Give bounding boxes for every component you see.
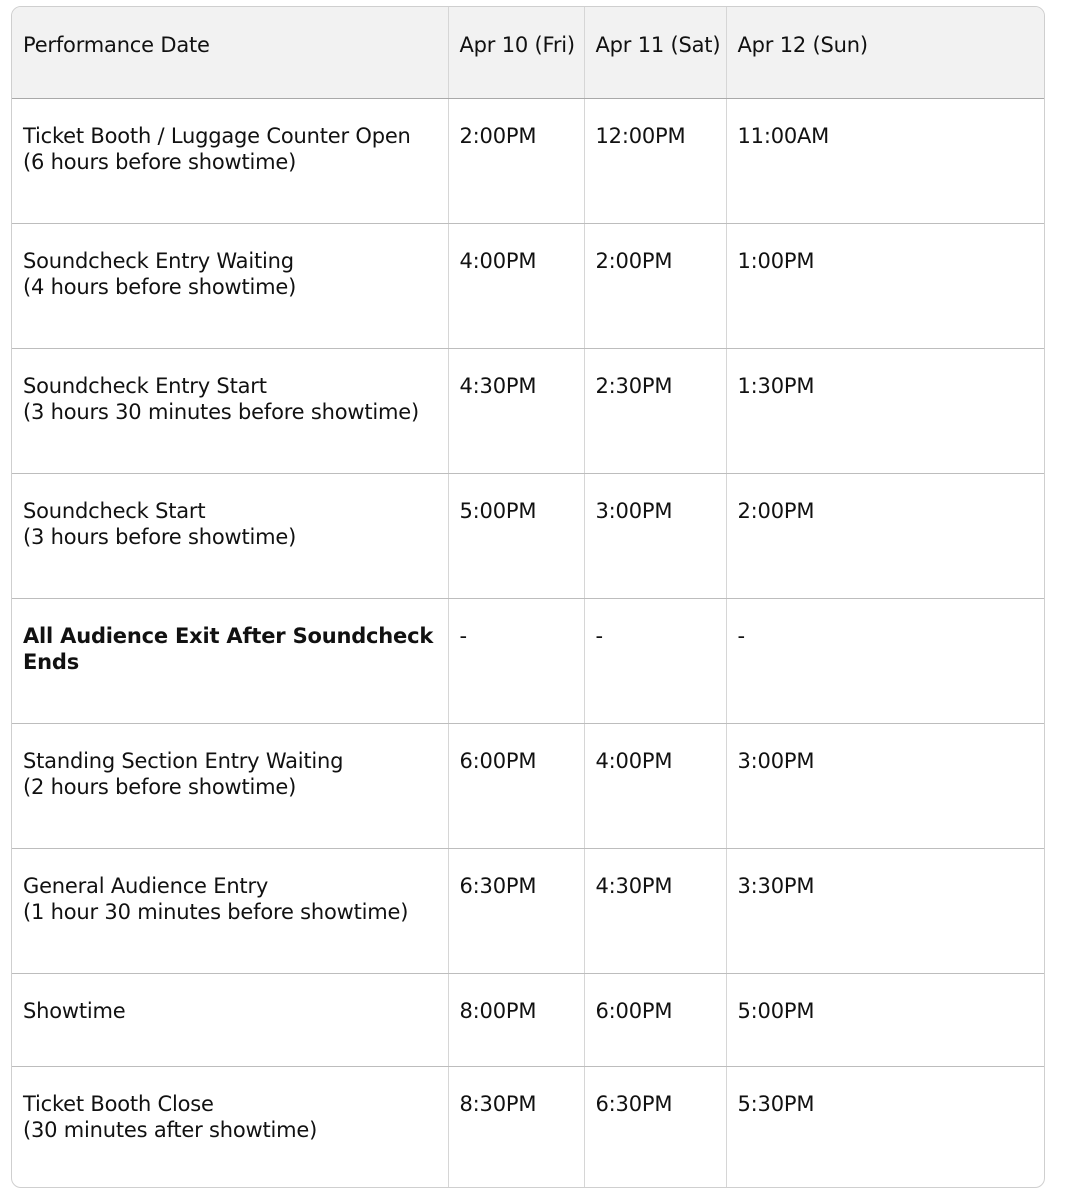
table-row [12,473,1044,598]
time-cell: 6:30PM [448,848,584,973]
time-cell: 6:00PM [448,723,584,848]
time-cell: 5:00PM [448,473,584,598]
time-cell: - [584,598,726,723]
row-note: (2 hours before showtime) [23,774,297,799]
row-title: General Audience Entry [23,873,269,898]
time-cell: 3:00PM [584,473,726,598]
row-note: (4 hours before showtime) [23,274,297,299]
table-row [12,598,1044,723]
time-cell: 8:30PM [448,1066,584,1188]
schedule-table [12,7,1044,1188]
row-title: All Audience Exit After Soundcheck Ends [23,623,434,674]
row-title: Ticket Booth / Luggage Counter Open [23,123,411,148]
row-title: Showtime [23,998,126,1023]
row-note: (1 hour 30 minutes before showtime) [23,899,409,924]
time-cell: 4:30PM [584,848,726,973]
time-cell: 2:00PM [448,98,584,223]
row-label [12,1066,448,1188]
row-label [12,848,448,973]
time-cell: - [726,598,1044,723]
header-date-apr-12: Apr 12 (Sun) [726,7,1044,98]
row-label [12,723,448,848]
time-cell: 1:30PM [726,348,1044,473]
header-row [12,7,1044,98]
time-cell: 5:30PM [737,1091,815,1116]
row-title: Soundcheck Entry Waiting [23,248,294,273]
time-cell: 6:30PM [584,1066,726,1188]
time-cell: 4:30PM [448,348,584,473]
time-cell: 4:00PM [448,223,584,348]
table-row [12,98,1044,223]
row-label [12,598,448,723]
table-row [12,848,1044,973]
row-label [12,348,448,473]
table-row [12,223,1044,348]
table-row [12,1066,1044,1188]
time-cell: 3:00PM [726,723,1044,848]
time-cell: 8:00PM [448,973,584,1066]
row-note: (3 hours 30 minutes before showtime) [23,399,419,424]
row-title: Soundcheck Start [23,498,206,523]
time-cell: 1:00PM [726,223,1044,348]
row-title: Ticket Booth Close [23,1091,214,1116]
row-title: Standing Section Entry Waiting [23,748,344,773]
table-row [12,973,1044,1066]
header-date-apr-11: Apr 11 (Sat) [584,7,726,98]
row-label [12,973,448,1066]
time-cell: 2:00PM [584,223,726,348]
row-label [12,223,448,348]
schedule-table-container [11,6,1045,1188]
table-row [12,723,1044,848]
row-note: (30 minutes after showtime) [23,1117,318,1142]
time-cell: 12:00PM [584,98,726,223]
time-cell: 11:00AM [726,98,1044,223]
row-note: (3 hours before showtime) [23,524,297,549]
table-row [12,348,1044,473]
row-label [12,98,448,223]
row-label [12,473,448,598]
header-performance-date: Performance Date [12,7,448,98]
time-cell: 3:30PM [726,848,1044,973]
time-cell: 4:00PM [584,723,726,848]
header-date-apr-10: Apr 10 (Fri) [448,7,584,98]
row-title: Soundcheck Entry Start [23,373,267,398]
row-note: (6 hours before showtime) [23,149,297,174]
time-cell: 5:00PM [726,973,1044,1066]
time-cell: 2:30PM [584,348,726,473]
time-cell: - [448,598,584,723]
time-cell: 2:00PM [726,473,1044,598]
time-cell: 6:00PM [584,973,726,1066]
